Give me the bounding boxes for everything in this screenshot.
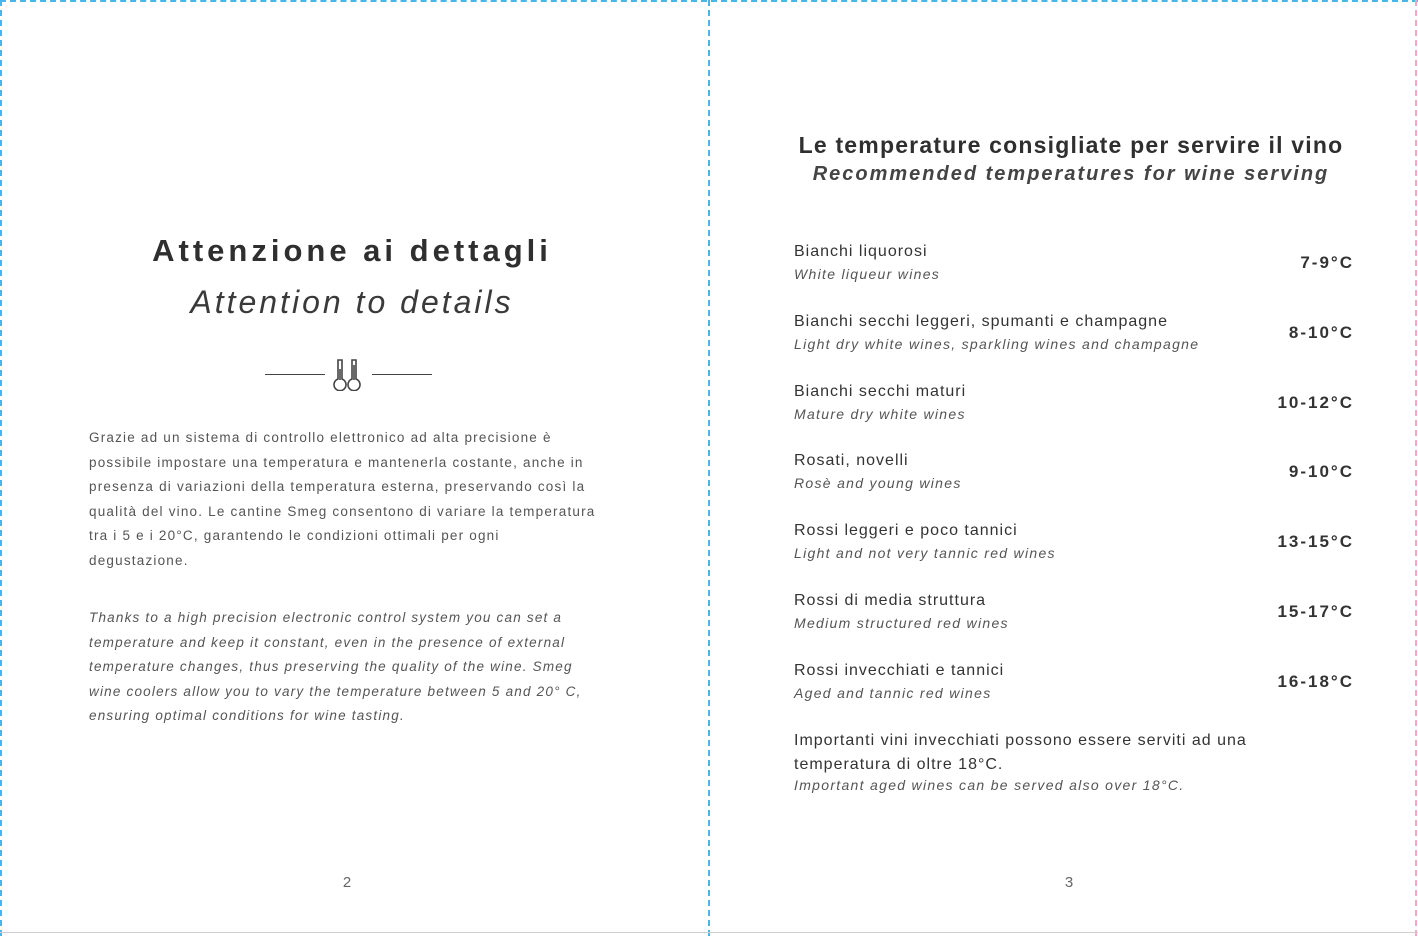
wine-temperature: 8-10°C	[1288, 323, 1354, 342]
body-text-english: Thanks to a high precision electronic control system you can set a temperature and keep it constant, even in the presence of external temperature changes, thus preserving the quality of the wine. Smeg wine coolers allow you to vary the temperature between 5 and 20° C, ensuring optimal conditions for wine tasting.	[89, 610, 582, 723]
note-english: Important aged wines can be served also over 18°C.	[794, 777, 1185, 793]
wine-temperature: 10-12°C	[1277, 393, 1354, 412]
left-page-title: Attenzione ai dettagli	[152, 233, 552, 268]
wine-row	[794, 522, 1354, 572]
wine-name-italian: Rossi invecchiati e tannici	[794, 662, 1005, 679]
wine-name-italian: Bianchi liquorosi	[794, 243, 928, 260]
body-text-italian: Grazie ad un sistema di controllo elettronico ad alta precisione è possibile impostare una temperatura e mantenerla costante, anche in presenza di variazioni della temperatura esterna, preservando così la qualità del vino. Le cantine Smeg consentono di variare la temperatura tra i 5 e i 20°C, garantendo le condizioni ottimali per ogni degustazione.	[89, 430, 596, 568]
wine-temperature: 15-17°C	[1277, 602, 1354, 621]
wine-name-english: Mature dry white wines	[794, 406, 966, 422]
left-page	[2, 0, 708, 936]
wine-temperature: 9-10°C	[1288, 462, 1354, 481]
note-italian: Importanti vini invecchiati possono essere serviti ad una temperatura di oltre 18°C.	[794, 732, 1247, 773]
divider-line-left	[265, 374, 325, 375]
wine-row	[794, 452, 1354, 502]
wine-name-english: Rosè and young wines	[794, 475, 962, 491]
crop-guide-right	[1415, 0, 1417, 936]
left-page-subtitle: Attention to details	[190, 284, 514, 320]
wine-name-english: Aged and tannic red wines	[794, 685, 992, 701]
wine-name-italian: Rossi leggeri e poco tannici	[794, 522, 1018, 539]
wine-row	[794, 383, 1354, 433]
thermometer-icon	[330, 357, 364, 391]
wine-name-italian: Rosati, novelli	[794, 452, 909, 469]
wine-name-italian: Rossi di media struttura	[794, 592, 987, 609]
wine-temperature: 13-15°C	[1277, 532, 1354, 551]
wine-row	[794, 313, 1354, 363]
wine-name-italian: Bianchi secchi leggeri, spumanti e champagne	[794, 313, 1168, 330]
divider-line-right	[372, 374, 432, 375]
spread-fold-line	[708, 0, 710, 936]
wine-name-english: Light dry white wines, sparkling wines and champagne	[794, 336, 1200, 352]
aged-wines-note	[794, 729, 1274, 793]
wine-name-english: Light and not very tannic red wines	[794, 545, 1056, 561]
right-page-subtitle: Recommended temperatures for wine serving	[812, 163, 1330, 185]
page-number: 2	[342, 874, 352, 891]
wine-name-english: Medium structured red wines	[794, 615, 1009, 631]
page-number: 3	[1064, 874, 1074, 891]
wine-name-english: White liqueur wines	[794, 266, 941, 282]
right-page-title: Le temperature consigliate per servire il vino	[798, 132, 1344, 158]
wine-temperature: 16-18°C	[1277, 672, 1354, 691]
right-page	[711, 0, 1415, 936]
wine-temperature: 7-9°C	[1300, 253, 1354, 272]
wine-row	[794, 662, 1354, 712]
wine-row	[794, 592, 1354, 642]
wine-row	[794, 243, 1354, 293]
wine-name-italian: Bianchi secchi maturi	[794, 383, 967, 400]
